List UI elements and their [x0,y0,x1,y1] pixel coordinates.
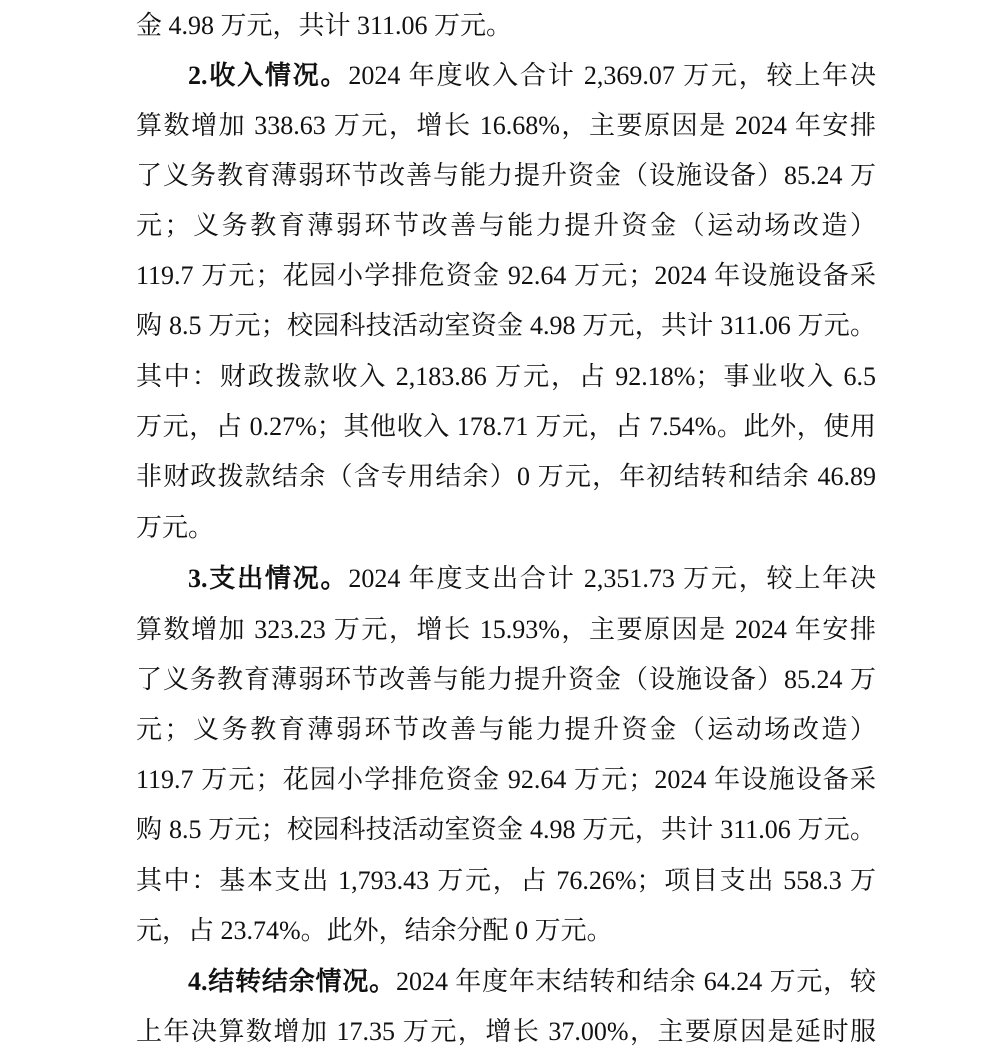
paragraph-line: 了义务教育薄弱环节改善与能力提升资金（设施设备）85.24 万 [136,665,876,694]
section-heading-income: 2.收入情况。 [188,61,349,90]
paragraph-line: 其中：基本支出 1,793.43 万元，占 76.26%；项目支出 558.3 万 [136,866,876,895]
paragraph-text: 2024 年度支出合计 2,351.73 万元，较上年决 [348,564,876,593]
paragraph-line: 了义务教育薄弱环节改善与能力提升资金（设施设备）85.24 万 [136,161,876,190]
paragraph-text: 2024 年度年末结转和结余 64.24 万元，较 [395,967,876,996]
paragraph-line: 购 8.5 万元；校园科技活动室资金 4.98 万元，共计 311.06 万元。 [136,311,876,340]
paragraph-line: 其中：财政拨款收入 2,183.86 万元，占 92.18%；事业收入 6.5 [136,362,876,391]
paragraph-line: 元；义务教育薄弱环节改善与能力提升资金（运动场改造） [136,211,876,240]
section-first-line [188,962,876,1002]
paragraph-line: 算数增加 323.23 万元，增长 15.93%，主要原因是 2024 年安排 [136,615,876,644]
section-heading-expense: 3.支出情况。 [188,564,349,593]
paragraph-line: 元，占 23.74%。此外，结余分配 0 万元。 [136,916,613,945]
paragraph-line: 金 4.98 万元，共计 311.06 万元。 [136,11,513,40]
paragraph-line: 非财政拨款结余（含专用结余）0 万元，年初结转和结余 46.89 [136,462,876,491]
paragraph-line: 元；义务教育薄弱环节改善与能力提升资金（运动场改造） [136,715,876,744]
section-first-line [188,559,876,599]
paragraph-text: 2024 年度收入合计 2,369.07 万元，较上年决 [348,61,876,90]
section-first-line [188,56,876,96]
paragraph-line: 购 8.5 万元；校园科技活动室资金 4.98 万元，共计 311.06 万元。 [136,815,876,844]
paragraph-line: 119.7 万元；花园小学排危资金 92.64 万元；2024 年设施设备采 [136,765,876,794]
section-heading-balance: 4.结转结余情况。 [188,967,396,996]
paragraph-line: 上年决算数增加 17.35 万元，增长 37.00%，主要原因是延时服 [136,1017,876,1046]
paragraph-line: 万元，占 0.27%；其他收入 178.71 万元，占 7.54%。此外，使用 [136,412,876,441]
paragraph-line: 万元。 [136,513,215,542]
paragraph-line: 算数增加 338.63 万元，增长 16.68%，主要原因是 2024 年安排 [136,111,876,140]
paragraph-line: 119.7 万元；花园小学排危资金 92.64 万元；2024 年设施设备采 [136,261,876,290]
